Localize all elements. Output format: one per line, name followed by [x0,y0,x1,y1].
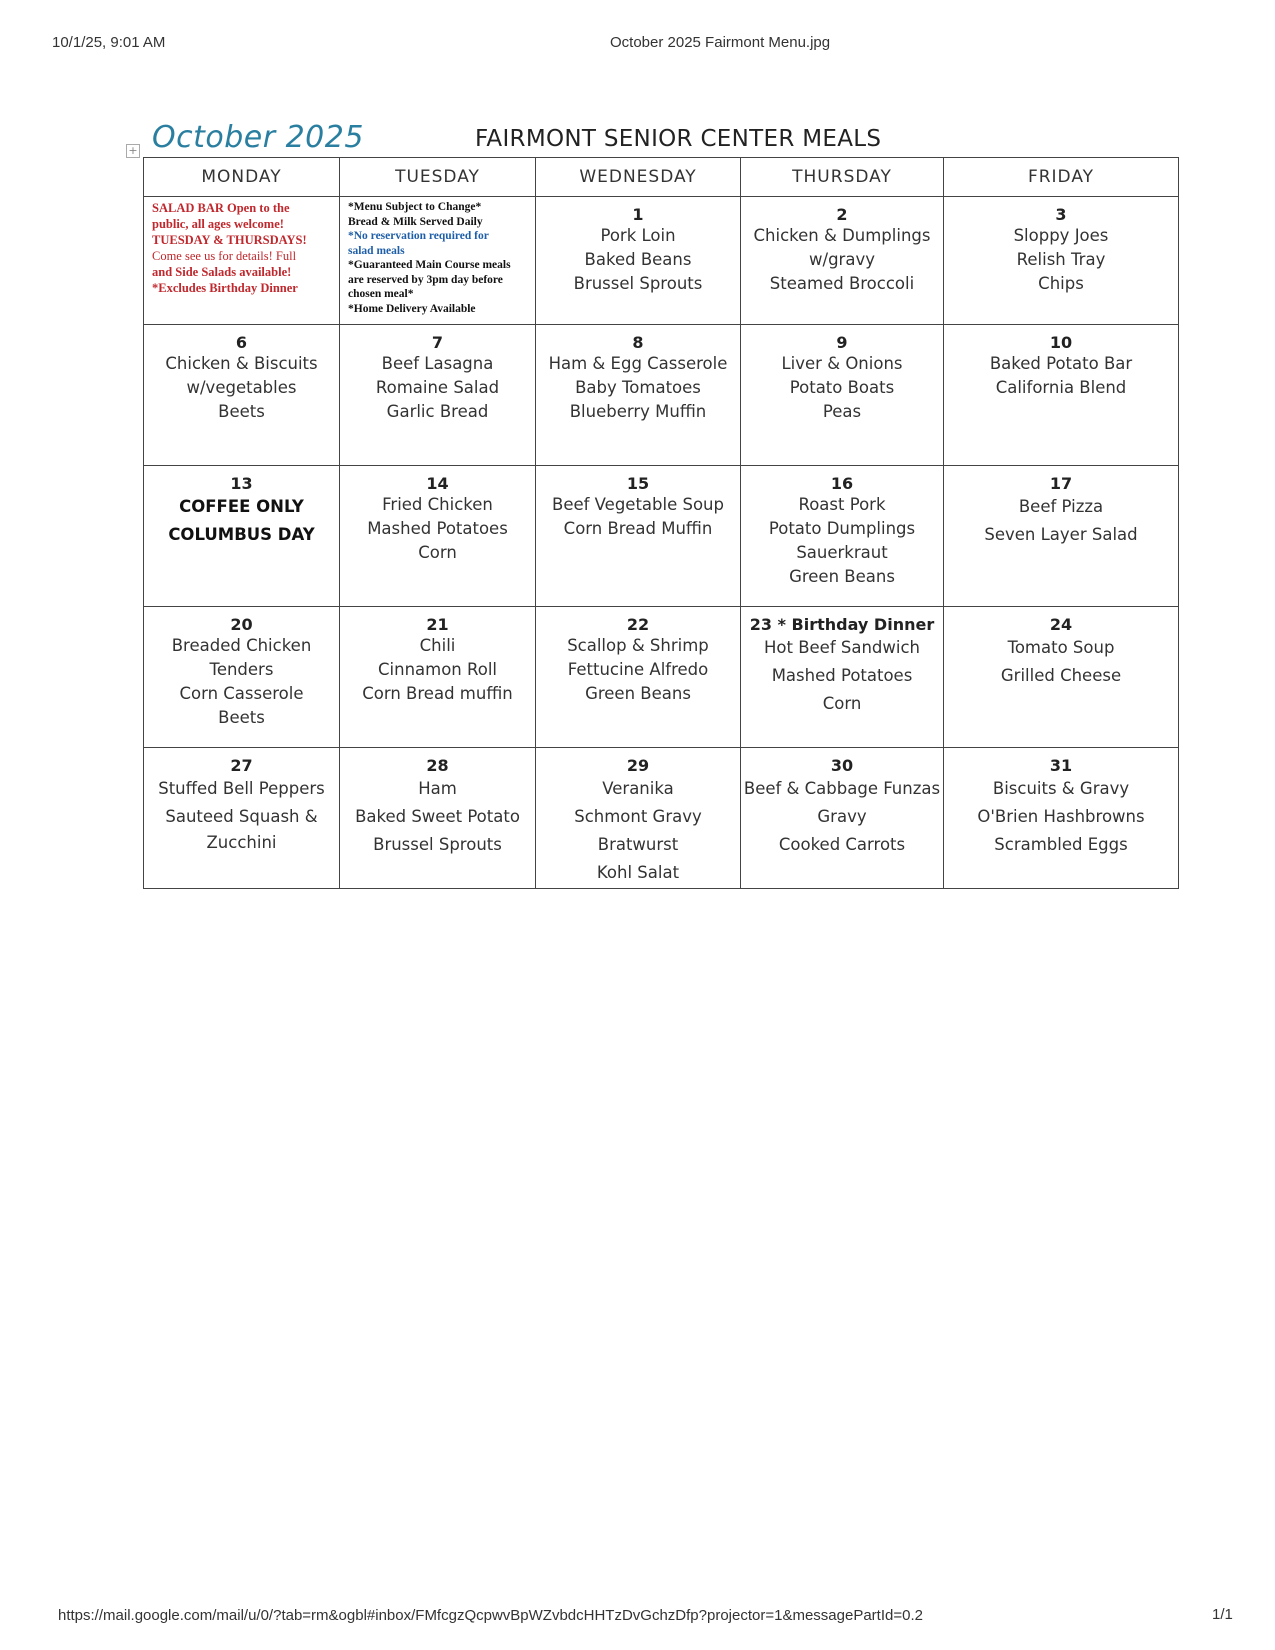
meal-item: Gravy [817,807,867,826]
meal-item: O'Brien Hashbrowns [977,807,1145,826]
day-cell [741,607,944,748]
meal-item: Pork Loin [600,226,676,245]
meal-item: Schmont Gravy [574,807,702,826]
header-thursday: THURSDAY [741,158,944,197]
day-number: 17 [1049,474,1073,493]
note-line: Come see us for details! Full [152,249,297,263]
meal-item: Mashed Potatoes [771,666,913,685]
note-line: Bread & Milk Served Daily [348,215,483,228]
day-number: 28 [426,756,449,775]
note-line: *Home Delivery Available [348,302,476,315]
meal-item: Fried Chicken [382,495,493,514]
day-number: 15 [626,474,650,493]
meal-item: Veranika [602,779,674,798]
meal-item: Ham [418,779,457,798]
meal-item: Sauerkraut [796,543,888,562]
meal-item: Chili [419,636,456,655]
meal-item: Tenders [209,660,274,679]
salad-bar-note-cell [144,197,340,325]
day-cell [340,325,536,466]
meal-item: Corn [822,694,862,713]
day-cell [944,466,1179,607]
meal-item: Blueberry Muffin [569,402,707,421]
meal-item: Cinnamon Roll [378,660,497,679]
meal-item: Potato Dumplings [768,519,916,538]
note-line: *Menu Subject to Change* [348,201,482,213]
day-number: 20 [230,615,253,634]
print-datetime: 10/1/25, 9:01 AM [52,34,166,51]
note-line: *Excludes Birthday Dinner [152,281,298,295]
day-number: 22 [626,615,650,634]
meal-item: Beef Lasagna [381,354,494,373]
day-number: 14 [426,474,449,493]
weekday-header-row [144,158,1179,197]
meal-item: Breaded Chicken [171,636,312,655]
meal-item: Corn Casserole [179,684,304,703]
meal-item: Chicken & Biscuits [165,354,318,373]
meal-item: w/gravy [809,250,875,269]
meal-item: Beef & Cabbage Funzas [743,779,941,798]
menu-policy-note-cell [340,197,536,325]
meal-item: Beef Vegetable Soup [552,495,724,514]
meal-item: Chips [1038,274,1084,293]
meal-item: Biscuits & Gravy [992,779,1130,798]
day-number: 16 [830,474,854,493]
print-filename: October 2025 Fairmont Menu.jpg [610,34,831,51]
day-cell [536,325,741,466]
note-line: salad meals [348,244,405,257]
meal-item: Stuffed Bell Peppers [158,779,325,798]
day-number: 29 [626,756,650,775]
day-number: 21 [426,615,449,634]
meal-item: Sauteed Squash & [165,807,318,826]
day-cell [741,197,944,325]
note-line: *No reservation required for [348,230,489,242]
day-cell [741,325,944,466]
birthday-dinner-heading: 23 * Birthday Dinner [749,615,935,634]
day-cell [340,748,536,889]
day-cell [944,748,1179,889]
day-number: 9 [836,333,848,352]
meal-item: Chicken & Dumplings [753,226,931,245]
meal-item: Green Beans [789,567,895,586]
week-row-2 [144,325,1179,466]
day-cell [536,466,741,607]
day-number: 30 [830,756,854,775]
day-number: 8 [632,333,644,352]
note-line: and Side Salads available! [152,265,292,279]
meal-item: Sloppy Joes [1013,226,1109,245]
meal-item: Hot Beef Sandwich [763,638,921,657]
meal-item: Baked Potato Bar [989,354,1133,373]
day-cell [144,607,340,748]
meal-item: California Blend [995,378,1127,397]
meal-item: Peas [822,402,862,421]
day-cell [144,748,340,889]
day-cell [144,325,340,466]
meal-item: Bratwurst [597,835,679,854]
menu-calendar [143,157,1179,889]
note-line: are reserved by 3pm day before [348,273,503,286]
day-cell [536,607,741,748]
meal-item: Garlic Bread [386,402,489,421]
note-line: SALAD BAR Open to the [152,201,290,215]
day-number: 3 [1055,205,1067,224]
meal-item: Liver & Onions [781,354,903,373]
meal-item: Scrambled Eggs [994,835,1128,854]
day-cell [741,748,944,889]
day-number: 24 [1049,615,1073,634]
meal-item: Mashed Potatoes [367,519,508,538]
meal-item: Corn [418,543,457,562]
meal-item: w/vegetables [186,378,297,397]
week-row-1 [144,197,1179,325]
day-cell [340,466,536,607]
day-number: 10 [1049,333,1073,352]
week-row-5 [144,748,1179,889]
meal-item: Brussel Sprouts [573,274,703,293]
day-cell [944,197,1179,325]
day-cell [340,607,536,748]
meal-item: Cooked Carrots [778,835,906,854]
day-number: 27 [230,756,253,775]
meal-item: Relish Tray [1016,250,1106,269]
day-cell [944,325,1179,466]
meal-item: Kohl Salat [596,863,680,882]
header-monday: MONDAY [144,158,340,197]
meal-item: Ham & Egg Casserole [548,354,728,373]
note-line: chosen meal* [348,288,414,300]
day-number: 31 [1049,756,1073,775]
menu-title: FAIRMONT SENIOR CENTER MEALS [475,126,882,152]
header-friday: FRIDAY [944,158,1179,197]
day-cell [144,466,340,607]
note-line: TUESDAY & THURSDAYS! [152,233,307,247]
meal-item: Beets [218,402,265,421]
meal-item: Beef Pizza [1018,497,1104,516]
day-number: 2 [836,205,848,224]
meal-item: Scallop & Shrimp [567,636,709,655]
meal-item: Corn Bread muffin [362,684,513,703]
meal-item: Fettucine Alfredo [567,660,709,679]
month-title: October 2025 [152,120,364,155]
header-wednesday: WEDNESDAY [536,158,741,197]
week-row-4 [144,607,1179,748]
note-line: *Guaranteed Main Course meals [348,259,511,271]
meal-item: Romaine Salad [375,378,500,397]
meal-item: Steamed Broccoli [769,274,915,293]
header-tuesday: TUESDAY [340,158,536,197]
closure-notice: COFFEE ONLY [179,497,304,516]
meal-item: Baked Beans [584,250,692,269]
meal-item: Tomato Soup [1007,638,1115,657]
meal-item: Zucchini [206,833,277,852]
meal-item: Roast Pork [798,495,886,514]
meal-item: Potato Boats [789,378,895,397]
print-url: https://mail.google.com/mail/u/0/?tab=rm&ogbl#inbox/FMfcgzQcpwvBpWZvbdcHHTzDvGchzDfp?projector=1&messagePartId=0.2 [58,1607,923,1624]
day-cell [944,607,1179,748]
meal-item: Corn Bread Muffin [563,519,713,538]
meal-item: Green Beans [585,684,691,703]
day-number: 7 [431,333,444,352]
day-number: 1 [632,205,644,224]
day-number: 13 [230,474,253,493]
day-number: 6 [235,333,248,352]
meal-item: Grilled Cheese [1000,666,1122,685]
print-page-number: 1/1 [1212,1606,1233,1623]
day-cell [536,748,741,889]
week-row-3 [144,466,1179,607]
meal-item: Baby Tomatoes [575,378,701,397]
meal-item: Seven Layer Salad [984,525,1138,544]
meal-item: Brussel Sprouts [373,835,502,854]
day-cell [741,466,944,607]
day-cell [536,197,741,325]
table-move-handle-icon[interactable]: + [126,144,140,158]
meal-item: Baked Sweet Potato [355,807,520,826]
meal-item: Beets [218,708,265,727]
holiday-label: COLUMBUS DAY [168,525,315,544]
note-line: public, all ages welcome! [152,217,284,231]
